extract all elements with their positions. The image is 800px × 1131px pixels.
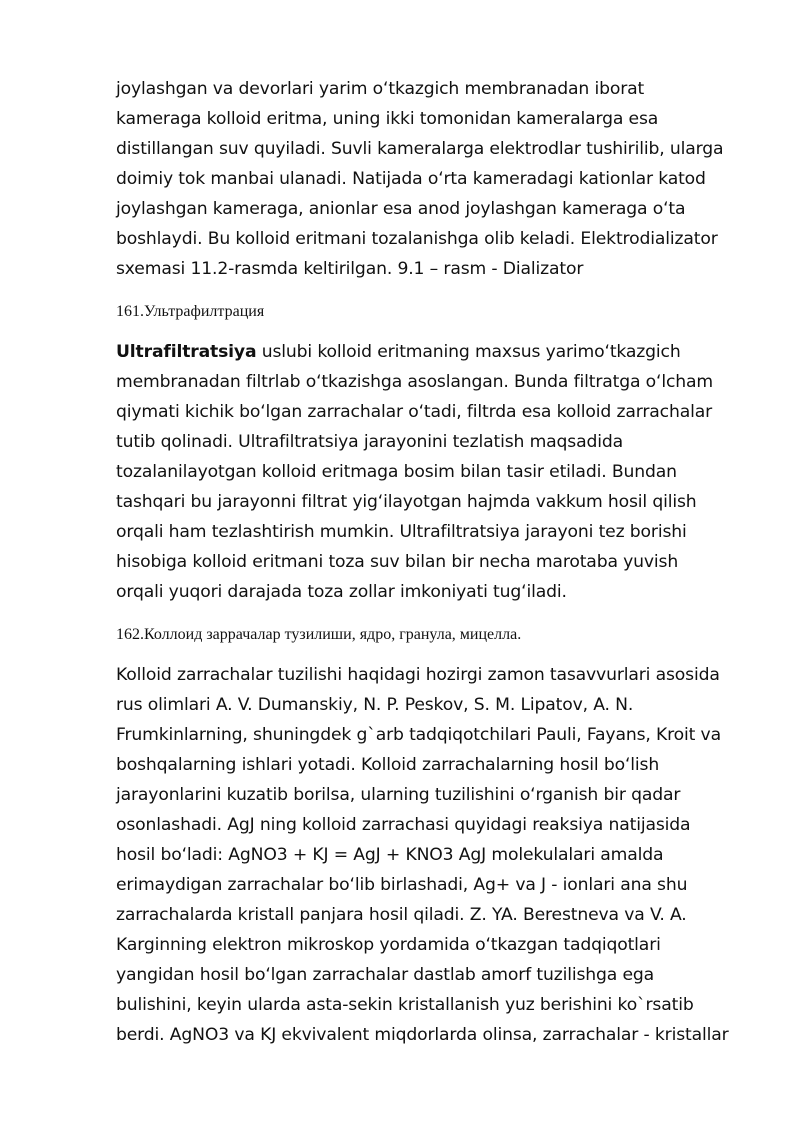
- text-line: distillangan suv quyiladi. Suvli kameralarga elektrodlar tushirilib, ularga: [116, 139, 724, 159]
- text-line: orqali yuqori darajada toza zollar imkoniyati tugʻiladi.: [116, 582, 567, 602]
- section-heading-colloid-structure: 162.Коллоид заррачалар тузилиши, ядро, гранула, мицелла.: [116, 626, 522, 643]
- text-line: doimiy tok manbai ulanadi. Natijada oʻrta kameradagi kationlar katod: [116, 169, 706, 189]
- text-line: bulishini, keyin ularda asta-sekin kristallanish yuz berishini ko`rsatib: [116, 995, 694, 1015]
- text-line: Karginning elektron mikroskop yordamida oʻtkazgan tadqiqotlari: [116, 935, 661, 955]
- text-line: membranadan filtrlab oʻtkazishga asoslangan. Bunda filtratga oʻlcham: [116, 372, 713, 392]
- text-line: boshqalarning ishlari yotadi. Kolloid zarrachalarning hosil boʻlish: [116, 755, 660, 775]
- text-line: tutib qolinadi. Ultrafiltratsiya jarayonini tezlatish maqsadida: [116, 432, 624, 452]
- text-line: joylashgan kameraga, anionlar esa anod joylashgan kameraga oʻta: [116, 199, 686, 219]
- text-line: boshlaydi. Bu kolloid eritmani tozalanishga olib keladi. Elektrodializator: [116, 229, 718, 249]
- text-line: kameraga kolloid eritma, uning ikki tomonidan kameralarga esa: [116, 109, 659, 129]
- text-line: orqali ham tezlashtirish mumkin. Ultrafiltratsiya jarayoni tez borishi: [116, 522, 687, 542]
- text-line: osonlashadi. AgJ ning kolloid zarrachasi quyidagi reaksiya natijasida: [116, 815, 691, 835]
- text-line: erimaydigan zarrachalar boʻlib birlashadi, Ag+ va J - ionlari ana shu: [116, 875, 688, 895]
- text-line: tozalanilayotgan kolloid eritmaga bosim bilan tasir etiladi. Bundan: [116, 462, 677, 482]
- text-line: berdi. AgNO3 va KJ ekvivalent miqdorlarda olinsa, zarrachalar - kristallar: [116, 1025, 729, 1045]
- text-line: hosil boʻladi: AgNO3 + KJ = AgJ + KNO3 AgJ molekulalari amalda: [116, 845, 664, 865]
- text-line: Frumkinlarning, shuningdek g`arb tadqiqotchilari Pauli, Fayans, Kroit va: [116, 725, 721, 745]
- text-line: jarayonlarini kuzatib borilsa, ularning tuzilishini oʻrganish bir qadar: [116, 785, 681, 805]
- bold-term: Ultrafiltratsiya: [116, 342, 257, 362]
- text-line: qiymati kichik boʻlgan zarrachalar oʻtadi, filtrda esa kolloid zarrachalar: [116, 402, 713, 422]
- text-line: Kolloid zarrachalar tuzilishi haqidagi hozirgi zamon tasavvurlari asosida: [116, 665, 720, 685]
- text-line: rus olimlari A. V. Dumanskiy, N. P. Peskov, S. M. Lipatov, A. N.: [116, 695, 634, 715]
- text-line: tashqari bu jarayonni filtrat yigʻilayotgan hajmda vakkum hosil qilish: [116, 492, 697, 512]
- text-line: joylashgan va devorlari yarim oʻtkazgich membranadan iborat: [116, 79, 645, 99]
- text-line: yangidan hosil boʻlgan zarrachalar dastlab amorf tuzilishga ega: [116, 965, 655, 985]
- text-span: uslubi kolloid eritmaning maxsus yarimoʻtkazgich: [256, 342, 681, 362]
- text-line: hisobiga kolloid eritmani toza suv bilan bir necha marotaba yuvish: [116, 552, 679, 572]
- text-line: [116, 341, 681, 363]
- text-line: zarrachalarda kristall panjara hosil qiladi. Z. YA. Berestneva va V. A.: [116, 905, 687, 925]
- text-line: sxemasi 11.2-rasmda keltirilgan. 9.1 – rasm - Dializator: [116, 259, 584, 279]
- section-heading-ultrafiltration: 161.Ультрафилтрация: [116, 303, 265, 320]
